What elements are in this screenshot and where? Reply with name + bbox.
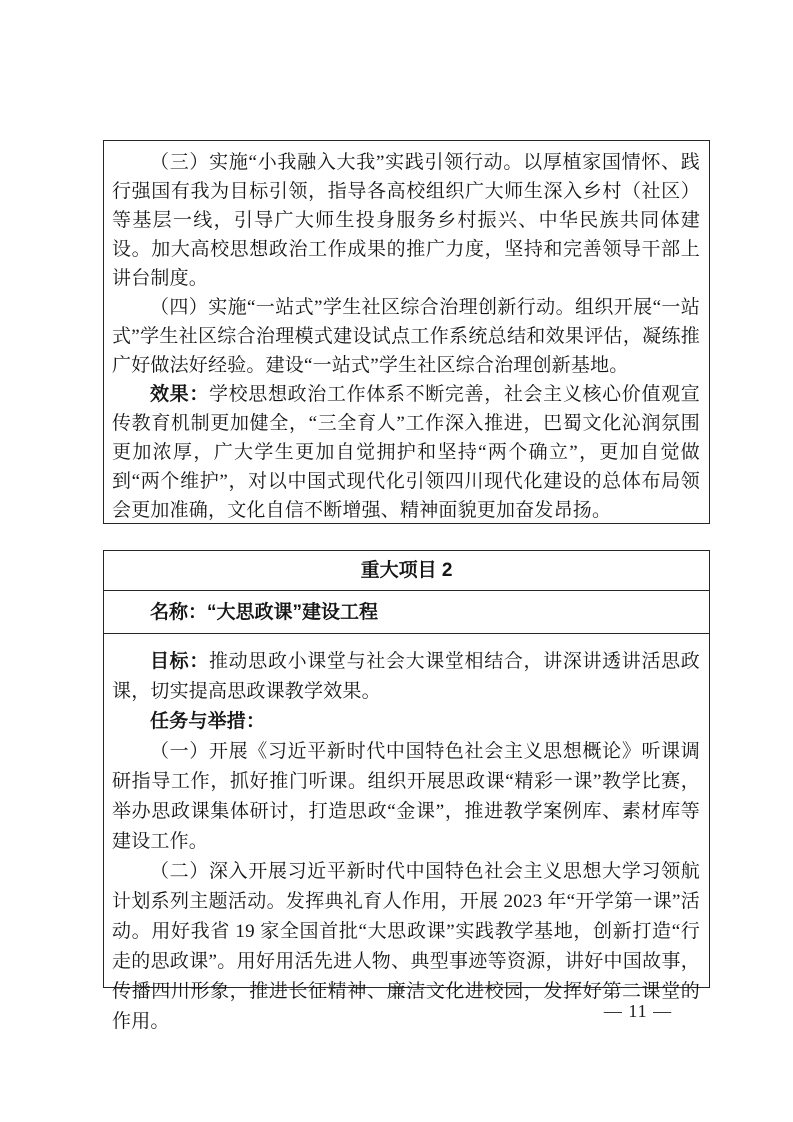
project-name-text: “大思政课”建设工程 [207, 602, 379, 623]
project-name-label: 名称： [150, 602, 208, 623]
page-number: — 11 — [603, 1001, 673, 1021]
paragraph-effects [112, 380, 700, 525]
paragraph-goal [112, 647, 700, 707]
paragraph-action-4-text: （四）实施“一站式”学生社区综合治理创新行动。组织开展“一站式”学生社区综合治理模式建设试点工作系统总结和效果评估，凝练推广好做法好经验。建设“一站式”学生社区综合治理创新基地。 [112, 297, 700, 376]
task-1-text: （一）开展《习近平新时代中国特色社会主义思想概论》听课调研指导工作，抓好推门听课。组织开展思政课“精彩一课”教学比赛，举办思政课集体研讨，打造思政“金课”，推进教学案例库、素材库等建设工作。 [112, 741, 700, 852]
goal-label: 目标： [150, 651, 209, 672]
goal-text: 推动思政小课堂与社会大课堂相结合，讲深讲透讲活思政课，切实提高思政课教学效果。 [112, 651, 700, 702]
table-body-row [104, 634, 709, 1037]
paragraph-task-1 [112, 737, 700, 857]
effects-text: 学校思想政治工作体系不断完善，社会主义核心价值观宣传教育机制更加健全，“三全育人”工作深入推进，巴蜀文化沁润氛围更加浓厚，广大学生更加自觉拥护和坚持“两个确立”，更加自觉做到“两个维护”，对以中国式现代化引领四川现代化建设的总体布局领会更加准确，文化自信不断增强、精神面貌更加奋发昂扬。 [112, 384, 700, 521]
paragraph-action-3 [112, 148, 700, 293]
paragraph-action-4 [112, 293, 700, 380]
paragraph-action-3-text: （三）实施“小我融入大我”实践引领行动。以厚植家国情怀、践行强国有我为目标引领，指导各高校组织广大师生深入乡村（社区）等基层一线，引导广大师生投身服务乡村振兴、中华民族共同体建设。加大高校思想政治工作成果的推广力度，坚持和完善领导干部上讲台制度。 [112, 152, 700, 289]
project-title: 重大项目 2 [360, 560, 453, 581]
tasks-heading: 任务与举措： [150, 711, 266, 732]
table-name-row [104, 591, 709, 634]
task-2-text: （二）深入开展习近平新时代中国特色社会主义思想大学习领航计划系列主题活动。发挥典礼育人作用，开展 2023 年“开学第一课”活动。用好我省 19 家全国首批“大思政课”实践教学基地，创新打造“行走的思政课”。用好用活先进人物、典型事迹等资源，讲好中国故事，传播四川形象，推进长征精神、廉洁文化进校园，发挥好第二课堂的作用。 [112, 861, 700, 1032]
results-section-box [103, 140, 710, 524]
table-header-row [104, 551, 709, 591]
effects-label: 效果： [150, 384, 209, 405]
